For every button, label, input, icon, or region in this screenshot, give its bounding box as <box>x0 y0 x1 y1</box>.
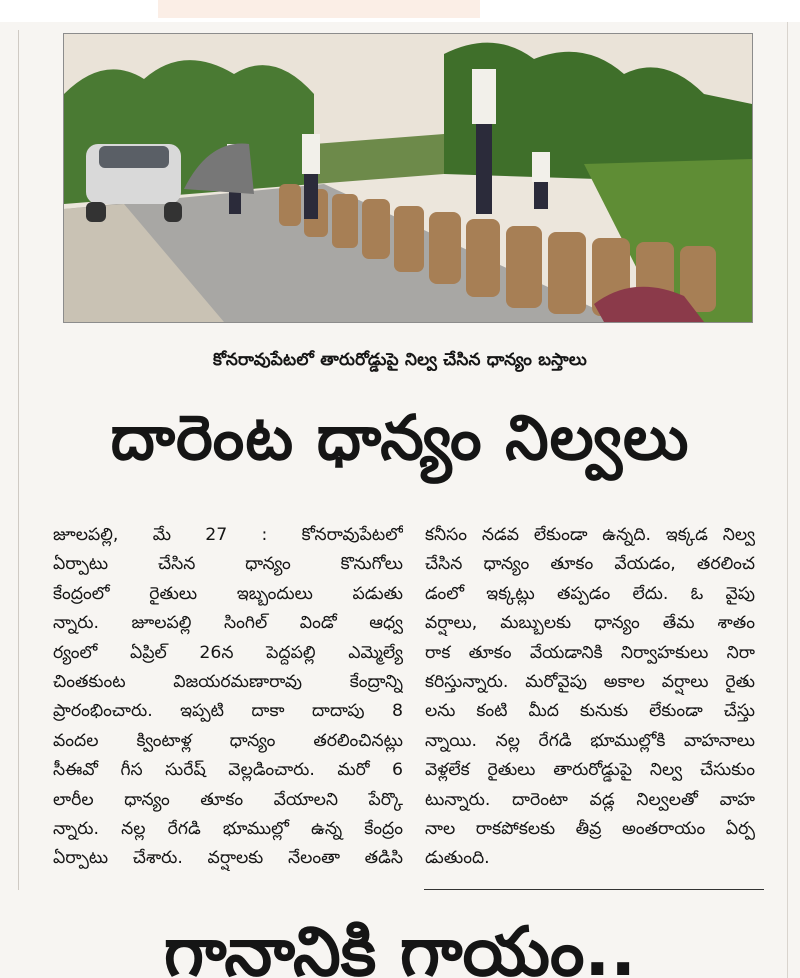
text-line: కేంద్రంలో రైతులు ఇబ్బందులు పడుతు <box>53 583 403 604</box>
text-line: న్నాయి. నల్ల రేగడి భూముల్లోకి వాహనాలు <box>425 730 755 751</box>
text-line: నాల రాకపోకలకు తీవ్ర అంతరాయం ఏర్ప <box>425 819 755 840</box>
text-line: ర్యంలో ఏప్రిల్ 26న పెద్దపల్లి ఎమ్మెల్యే <box>53 642 403 663</box>
article-headline: దారెంట ధాన్యం నిల్వలు <box>110 401 690 474</box>
text-line: టున్నారు. దారెంటా వడ్ల నిల్వలతో వాహ <box>425 789 755 810</box>
text-line: లను కంటి మీద కునుకు లేకుండా చేస్తు <box>425 701 755 722</box>
text-line: కరిస్తున్నారు. మరోవైపు అకాల వర్షాలు రైతు <box>425 672 755 693</box>
text-line: ప్రారంభించారు. ఇప్పటి దాకా దాదాపు 8 <box>53 701 403 722</box>
photo-image <box>64 34 752 322</box>
text-line: చేసిన ధాన్యం తూకం వేయడం, తరలించ <box>425 554 755 575</box>
article-column-right <box>425 521 755 874</box>
section-divider <box>424 889 764 890</box>
text-line: చింతకుంట విజయరమణారావు కేంద్రాన్ని <box>53 672 403 693</box>
text-line: ఏర్పాటు చేసిన ధాన్యం కొనుగోలు <box>53 554 403 575</box>
text-line: జూలపల్లి, మే 27 : కోనరావుపేటలో <box>53 525 403 545</box>
top-margin-box <box>158 0 480 18</box>
news-photo <box>63 33 753 323</box>
text-line: లారీల ధాన్యం తూకం వేయాలని పేర్కొ <box>53 789 403 810</box>
text-line: న్నారు. జూలపల్లి సింగిల్ విండో ఆధ్వ <box>53 613 403 634</box>
photo-caption: కోనరావుపేటలో తారురోడ్డుపై నిల్వ చేసిన ధాన్యం బస్తాలు <box>212 350 588 370</box>
text-line: డంలో ఇక్కట్లు తప్పడం లేదు. ఓ వైపు <box>425 583 755 604</box>
next-article-headline: గానానికి గాయం.. <box>163 913 637 978</box>
text-line: డుతుంది. <box>425 848 490 869</box>
text-line: కనీసం నడవ లేకుండా ఉన్నది. ఇక్కడ నిల్వ <box>425 525 755 545</box>
text-line: వర్షాలు, మబ్బులకు ధాన్యం తేమ శాతం <box>425 613 755 634</box>
text-line: ఏర్పాటు చేశారు. వర్షాలకు నేలంతా తడిసి <box>53 848 403 869</box>
text-line: రాక తూకం వేయడానికి నిర్వాహకులు నిరా <box>425 642 755 663</box>
text-line: వెళ్లలేక రైతులు తారురోడ్డుపై నిల్వ చేసుకుం <box>425 760 755 781</box>
article-column-left <box>53 521 403 874</box>
right-column-rule <box>787 22 788 978</box>
text-line: వందల క్వింటాళ్ల ధాన్యం తరలించినట్లు <box>53 730 403 751</box>
text-line: న్నారు. నల్ల రేగడి భూముల్లో ఉన్న కేంద్రం <box>53 819 403 840</box>
text-line: సీఈవో గీస సురేష్ వెల్లడించారు. మరో 6 <box>53 760 403 781</box>
